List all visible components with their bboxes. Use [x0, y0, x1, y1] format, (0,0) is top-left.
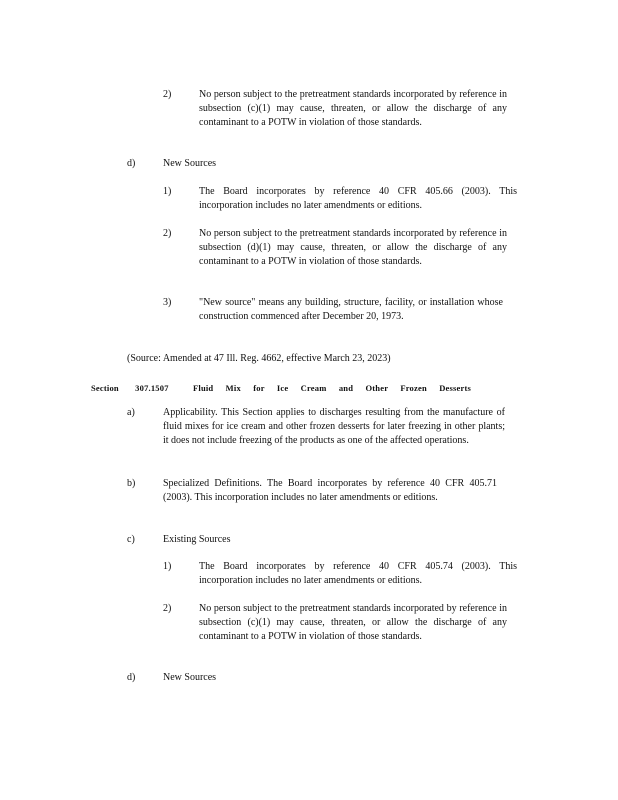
section-title: Fluid Mix for Ice Cream and Other Frozen Desserts: [192, 383, 472, 393]
item-text: "New source" means any building, structure, facility, or installation whose construction commenced after December 20, 1973.: [199, 297, 503, 322]
item-text: The Board incorporates by reference 40 CFR 405.66 (2003). This incorporation includes no later amendments or editions.: [199, 186, 517, 211]
item-text: The Board incorporates by reference 40 CFR 405.74 (2003). This incorporation includes no later amendments or editions.: [199, 561, 517, 586]
item-text: No person subject to the pretreatment standards incorporated by reference in subsection (d)(1) may cause, threaten, or allow the discharge of any contaminant to a POTW in violation of those standards.: [199, 228, 507, 267]
subsection-heading: New Sources: [163, 158, 217, 169]
subsection-label: d): [127, 672, 136, 683]
section-word: Section: [91, 383, 119, 393]
subsection-text: Applicability. This Section applies to discharges resulting from the manufacture of fluid mixes for ice cream and other frozen desserts for later freezing in other plants; it does not include freezing of the products as one of the affected operations.: [163, 407, 505, 446]
item-label: 2): [163, 228, 172, 239]
source-note: (Source: Amended at 47 Ill. Reg. 4662, effective March 23, 2023): [127, 353, 391, 364]
subsection-label: d): [127, 158, 136, 169]
item-label: 3): [163, 297, 172, 308]
subsection-label: a): [127, 407, 135, 418]
item-label: 1): [163, 186, 172, 197]
item-label: 2): [163, 89, 172, 100]
subsection-label: c): [127, 534, 135, 545]
item-text: No person subject to the pretreatment standards incorporated by reference in subsection (c)(1) may cause, threaten, or allow the discharge of any contaminant to a POTW in violation of those standards.: [199, 603, 507, 642]
section-number: 307.1507: [135, 383, 169, 393]
item-label: 2): [163, 603, 172, 614]
item-text: No person subject to the pretreatment standards incorporated by reference in subsection (c)(1) may cause, threaten, or allow the discharge of any contaminant to a POTW in violation of those standards.: [199, 89, 507, 128]
subsection-heading: Existing Sources: [163, 534, 231, 545]
subsection-label: b): [127, 478, 136, 489]
section-heading: [91, 381, 471, 395]
subsection-text: Specialized Definitions. The Board incorporates by reference 40 CFR 405.71 (2003). This incorporation includes no later amendments or editions.: [163, 478, 497, 503]
subsection-heading: New Sources: [163, 672, 217, 683]
item-label: 1): [163, 561, 172, 572]
